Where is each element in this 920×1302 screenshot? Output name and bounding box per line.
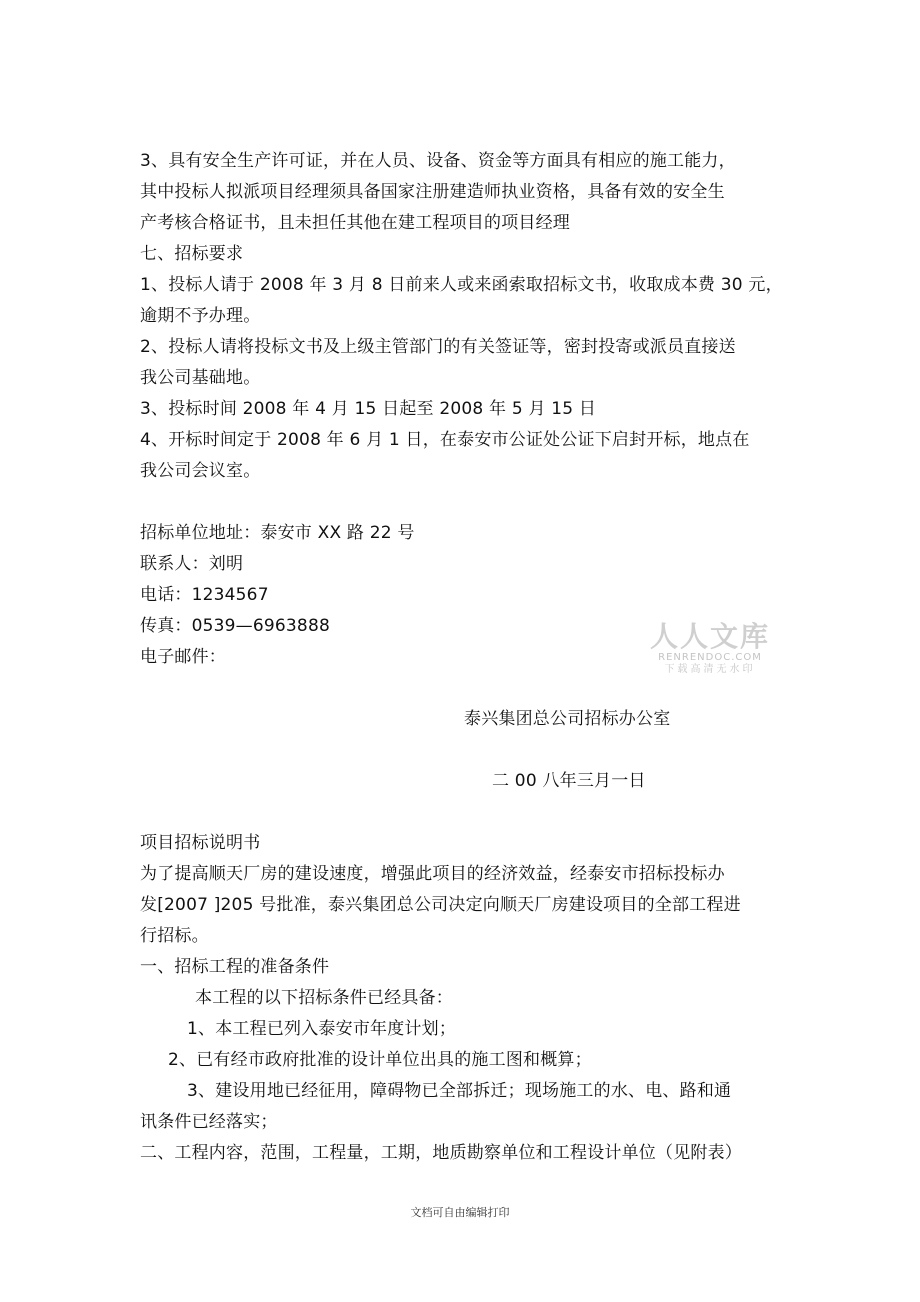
watermark-title: 人人文库 — [649, 620, 770, 653]
section-heading: 七、招标要求 — [140, 244, 244, 264]
contact-email: 电子邮件： — [140, 647, 226, 667]
text-line: 3、具有安全生产许可证，并在人员、设备、资金等方面具有相应的施工能力， — [140, 151, 736, 171]
text-line: 发[2007 ]205 号批准，泰兴集团总公司决定向顺天厂房建设项目的全部工程进 — [140, 895, 741, 915]
section-heading: 二、工程内容，范围，工程量，工期，地质勘察单位和工程设计单位（见附表） — [140, 1143, 742, 1163]
issuer-signature: 泰兴集团总公司招标办公室 — [464, 709, 671, 729]
text-line: 2、投标人请将投标文书及上级主管部门的有关签证等，密封投寄或派员直接送 — [140, 337, 736, 357]
text-line: 1、投标人请于 2008 年 3 月 8 日前来人或来函索取招标文书，收取成本费 30 元， — [140, 275, 783, 295]
text-line: 其中投标人拟派项目经理须具备国家注册建造师执业资格，具备有效的安全生 — [140, 182, 725, 202]
watermark-logo — [648, 622, 772, 676]
watermark-domain: RENRENDOC.COM — [658, 652, 762, 663]
text-line: 为了提高顺天厂房的建设速度，增强此项目的经济效益，经泰安市招标投标办 — [140, 864, 725, 884]
document-title: 项目招标说明书 — [140, 833, 261, 853]
issue-date: 二 00 八年三月一日 — [492, 771, 646, 791]
list-item: 2、已有经市政府批准的设计单位出具的施工图和概算； — [168, 1050, 592, 1070]
watermark-subtitle: 下载高清无水印 — [664, 664, 756, 675]
text-line: 行招标。 — [140, 926, 209, 946]
text-line: 逾期不予办理。 — [140, 306, 261, 326]
text-line: 我公司会议室。 — [140, 461, 261, 481]
text-line: 4、开标时间定于 2008 年 6 月 1 日，在泰安市公证处公证下启封开标，地点在 — [140, 430, 750, 450]
section-heading: 一、招标工程的准备条件 — [140, 957, 330, 977]
contact-person: 联系人：刘明 — [140, 554, 244, 574]
contact-address: 招标单位地址：泰安市 XX 路 22 号 — [140, 523, 415, 543]
contact-fax: 传真：0539—6963888 — [140, 616, 330, 636]
list-item: 3、建设用地已经征用，障碍物已全部拆迁；现场施工的水、电、路和通 — [187, 1081, 732, 1101]
text-line: 我公司基础地。 — [140, 368, 261, 388]
page-footer: 文档可自由编辑打印 — [410, 1206, 510, 1219]
text-line: 本工程的以下招标条件已经具备： — [195, 988, 453, 1008]
text-line: 讯条件已经落实； — [140, 1112, 278, 1132]
text-line: 产考核合格证书，且未担任其他在建工程项目的项目经理 — [140, 213, 570, 233]
list-item: 1、本工程已列入泰安市年度计划； — [187, 1019, 457, 1039]
text-line: 3、投标时间 2008 年 4 月 15 日起至 2008 年 5 月 15 日 — [140, 399, 597, 419]
contact-phone: 电话：1234567 — [140, 585, 269, 605]
